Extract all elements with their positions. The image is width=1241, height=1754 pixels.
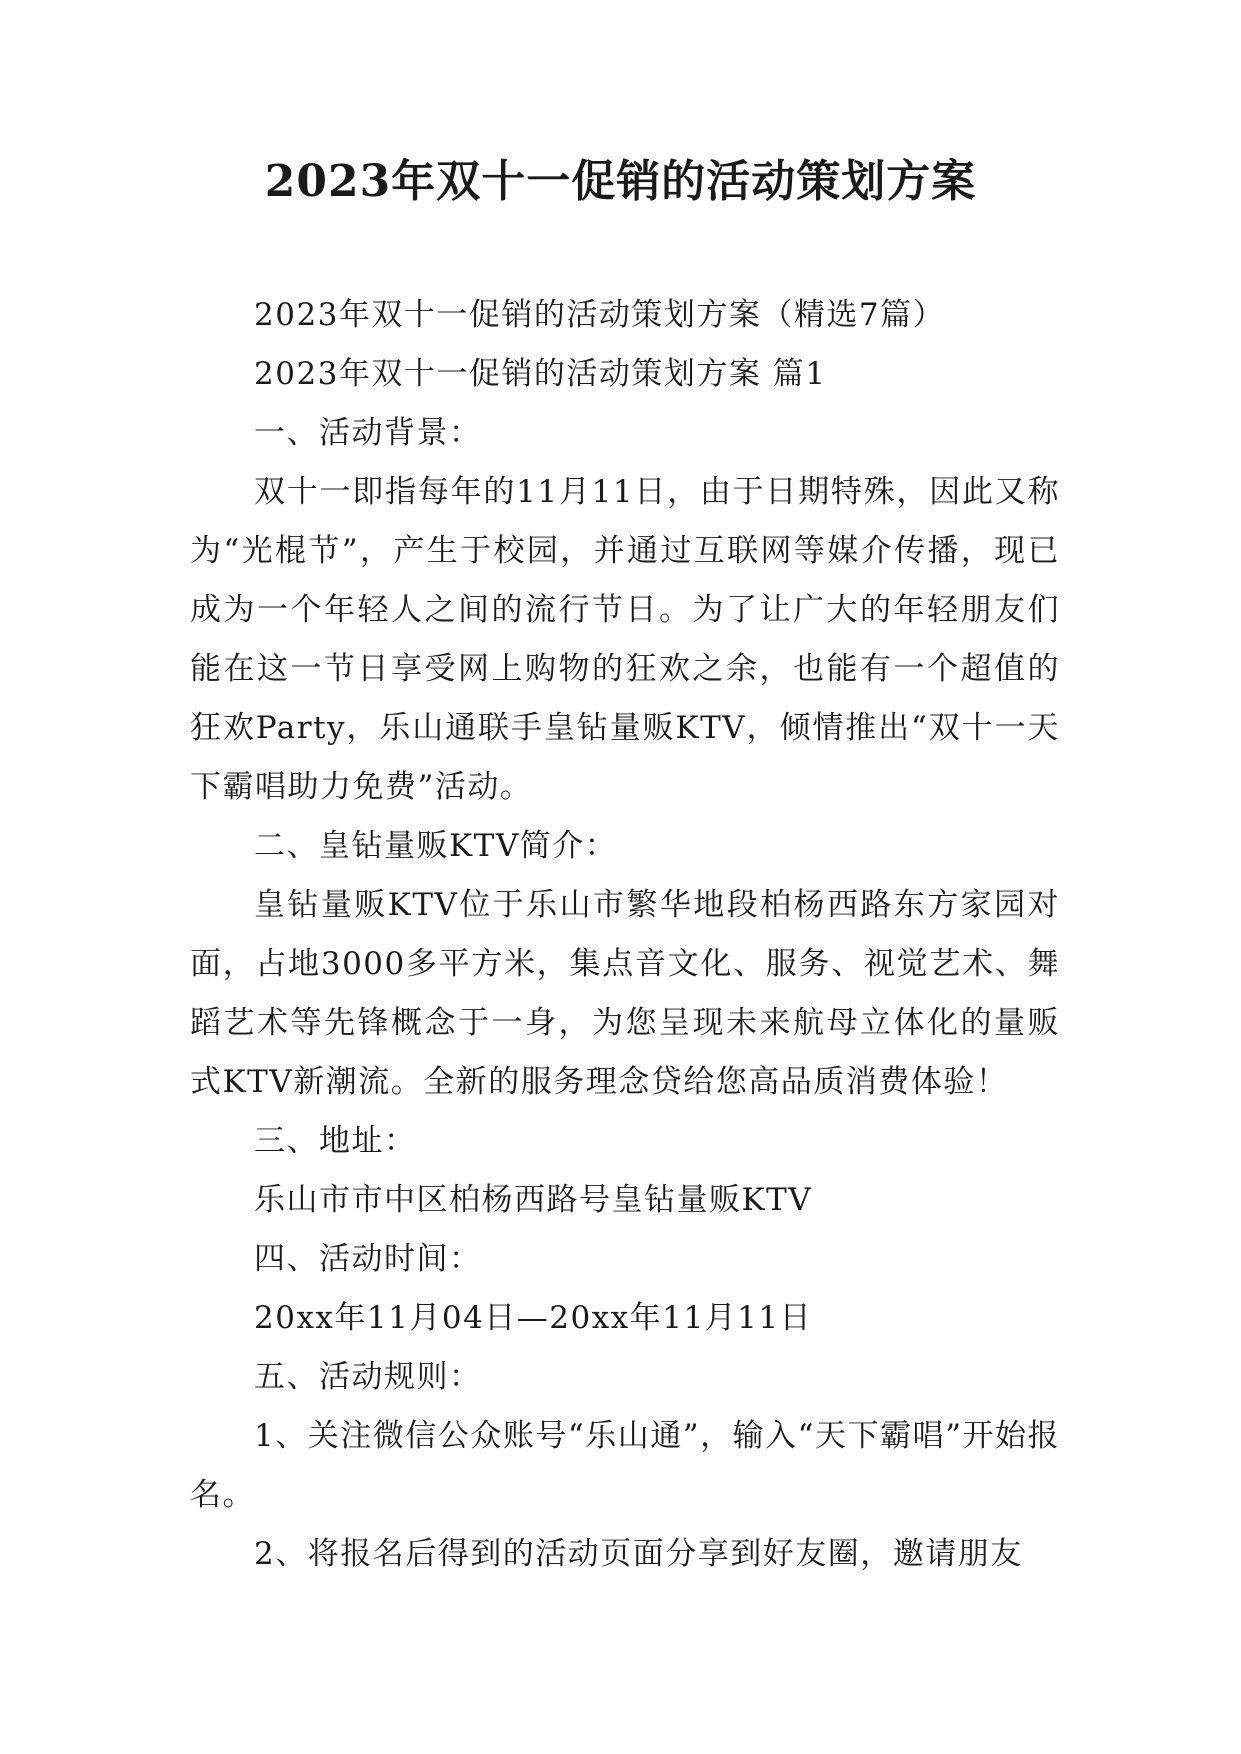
paragraph-address-text: 乐山市市中区柏杨西路号皇钻量贩KTV — [254, 1182, 813, 1218]
paragraph-heading-rules: 五、活动规则： — [254, 1359, 482, 1395]
document-body — [190, 286, 1060, 1584]
paragraph-heading-time: 四、活动时间： — [254, 1241, 482, 1277]
paragraph-subtitle: 2023年双十一促销的活动策划方案（精选7篇） — [254, 297, 946, 333]
paragraph-heading-address: 三、地址： — [254, 1123, 417, 1159]
paragraph-heading-ktv-intro: 二、皇钻量贩KTV简介： — [254, 828, 618, 864]
paragraph-rule-2: 2、将报名后得到的活动页面分享到好友圈，邀请朋友 — [254, 1536, 1023, 1572]
document-title: 2023年双十一促销的活动策划方案 — [264, 156, 977, 207]
paragraph-heading-background: 一、活动背景： — [254, 415, 482, 451]
paragraph-background-text: 双十一即指每年的11月11日，由于日期特殊，因此又称为“光棍节”，产生于校园，并通过互联网等媒介传播，现已成为一个年轻人之间的流行节日。为了让广大的年轻朋友们能在这一节日享受网上购物的狂欢之余，也能有一个超值的狂欢Party，乐山通联手皇钻量贩KTV，倾情推出“双十一天下霸唱助力免费”活动。 — [190, 474, 1060, 805]
paragraph-time-text: 20xx年11月04日—20xx年11月11日 — [254, 1300, 813, 1336]
paragraph-ktv-intro-text: 皇钻量贩KTV位于乐山市繁华地段柏杨西路东方家园对面，占地3000多平方米，集点音文化、服务、视觉艺术、舞蹈艺术等先锋概念于一身，为您呈现未来航母立体化的量贩式KTV新潮流。全新的服务理念贷给您高品质消费体验！ — [190, 887, 1060, 1100]
paragraph-rule-1: 1、关注微信公众账号“乐山通”，输入“天下霸唱”开始报名。 — [190, 1418, 1060, 1513]
paragraph-section-heading: 2023年双十一促销的活动策划方案 篇1 — [254, 356, 827, 392]
